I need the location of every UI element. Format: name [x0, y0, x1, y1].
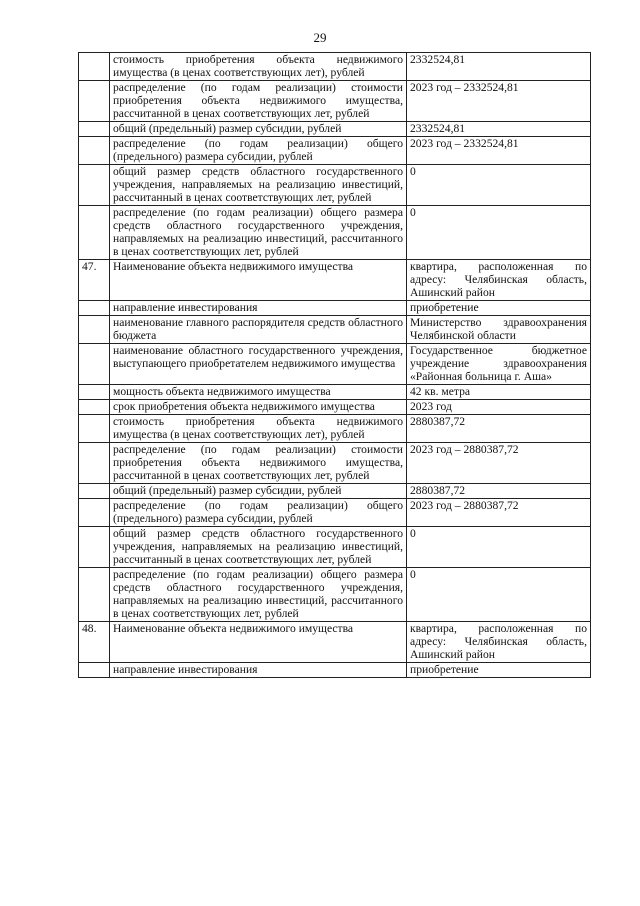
- row-value: Государственное бюджетное учреждение здравоохранения «Районная больница г. Аша»: [407, 344, 591, 385]
- table-row: [79, 122, 591, 137]
- row-value: 2880387,72: [407, 415, 591, 443]
- table-row: [79, 622, 591, 663]
- row-number: [79, 53, 110, 81]
- row-parameter: распределение (по годам реализации) общего размера средств областного государственного учреждения, направляемых на реализацию инвестиций, рассчитанного в ценах соответствующих лет, рублей: [110, 206, 407, 260]
- row-parameter: распределение (по годам реализации) стоимости приобретения объекта недвижимого имущества, рассчитанной в ценах соответствующих лет, рублей: [110, 81, 407, 122]
- row-parameter: распределение (по годам реализации) общего размера средств областного государственного учреждения, направляемых на реализацию инвестиций, рассчитанного в ценах соответствующих лет, рублей: [110, 568, 407, 622]
- table-row: [79, 527, 591, 568]
- row-parameter: распределение (по годам реализации) стоимости приобретения объекта недвижимого имущества, рассчитанной в ценах соответствующих лет, рублей: [110, 443, 407, 484]
- row-parameter: общий размер средств областного государственного учреждения, направляемых на реализацию инвестиций, рассчитанный в ценах соответствующих лет, рублей: [110, 527, 407, 568]
- row-value: 2332524,81: [407, 122, 591, 137]
- row-parameter: мощность объекта недвижимого имущества: [110, 385, 407, 400]
- table-row: [79, 400, 591, 415]
- table-body: [79, 53, 591, 678]
- row-parameter: срок приобретения объекта недвижимого имущества: [110, 400, 407, 415]
- table-row: [79, 568, 591, 622]
- row-parameter: стоимость приобретения объекта недвижимого имущества (в ценах соответствующих лет), рублей: [110, 415, 407, 443]
- row-number: [79, 568, 110, 622]
- row-value: 2023 год – 2880387,72: [407, 499, 591, 527]
- row-value: 2023 год – 2332524,81: [407, 81, 591, 122]
- row-number: [79, 206, 110, 260]
- row-parameter: наименование главного распорядителя средств областного бюджета: [110, 316, 407, 344]
- table-row: [79, 344, 591, 385]
- row-parameter: распределение (по годам реализации) общего (предельного) размера субсидии, рублей: [110, 137, 407, 165]
- row-parameter: распределение (по годам реализации) общего (предельного) размера субсидии, рублей: [110, 499, 407, 527]
- row-number: [79, 301, 110, 316]
- table-row: [79, 385, 591, 400]
- table-row: [79, 206, 591, 260]
- table-row: [79, 484, 591, 499]
- row-value: 2880387,72: [407, 484, 591, 499]
- row-value: 0: [407, 165, 591, 206]
- row-parameter: общий размер средств областного государственного учреждения, направляемых на реализацию инвестиций, рассчитанный в ценах соответствующих лет, рублей: [110, 165, 407, 206]
- row-number: [79, 137, 110, 165]
- row-parameter: направление инвестирования: [110, 663, 407, 678]
- row-number: [79, 484, 110, 499]
- row-number: [79, 316, 110, 344]
- row-parameter: Наименование объекта недвижимого имущества: [110, 260, 407, 301]
- row-number: [79, 415, 110, 443]
- row-parameter: стоимость приобретения объекта недвижимого имущества (в ценах соответствующих лет), рублей: [110, 53, 407, 81]
- row-number: [79, 122, 110, 137]
- table-row: [79, 260, 591, 301]
- table-row: [79, 81, 591, 122]
- row-number: [79, 81, 110, 122]
- row-parameter: общий (предельный) размер субсидии, рублей: [110, 122, 407, 137]
- row-value: 42 кв. метра: [407, 385, 591, 400]
- row-value: квартира, расположенная по адресу: Челябинская область, Ашинский район: [407, 622, 591, 663]
- row-value: приобретение: [407, 301, 591, 316]
- table-row: [79, 301, 591, 316]
- row-value: Министерство здравоохранения Челябинской области: [407, 316, 591, 344]
- row-value: 2332524,81: [407, 53, 591, 81]
- row-value: 2023 год – 2880387,72: [407, 443, 591, 484]
- row-number: 48.: [79, 622, 110, 663]
- row-number: [79, 499, 110, 527]
- row-number: [79, 400, 110, 415]
- table-row: [79, 316, 591, 344]
- row-parameter: наименование областного государственного учреждения, выступающего приобретателем недвижимого имущества: [110, 344, 407, 385]
- row-parameter: общий (предельный) размер субсидии, рублей: [110, 484, 407, 499]
- row-number: [79, 344, 110, 385]
- row-number: [79, 165, 110, 206]
- row-number: [79, 527, 110, 568]
- row-number: [79, 663, 110, 678]
- row-value: 2023 год – 2332524,81: [407, 137, 591, 165]
- page-number: 29: [313, 30, 327, 45]
- row-value: 0: [407, 568, 591, 622]
- row-value: 0: [407, 206, 591, 260]
- investment-table: [78, 52, 591, 678]
- table-row: [79, 137, 591, 165]
- table-row: [79, 499, 591, 527]
- row-value: квартира, расположенная по адресу: Челябинская область, Ашинский район: [407, 260, 591, 301]
- row-number: 47.: [79, 260, 110, 301]
- table-row: [79, 443, 591, 484]
- row-value: 0: [407, 527, 591, 568]
- row-value: приобретение: [407, 663, 591, 678]
- table-row: [79, 165, 591, 206]
- table-row: [79, 415, 591, 443]
- row-parameter: направление инвестирования: [110, 301, 407, 316]
- row-number: [79, 443, 110, 484]
- table-row: [79, 53, 591, 81]
- row-parameter: Наименование объекта недвижимого имущества: [110, 622, 407, 663]
- table-row: [79, 663, 591, 678]
- row-number: [79, 385, 110, 400]
- row-value: 2023 год: [407, 400, 591, 415]
